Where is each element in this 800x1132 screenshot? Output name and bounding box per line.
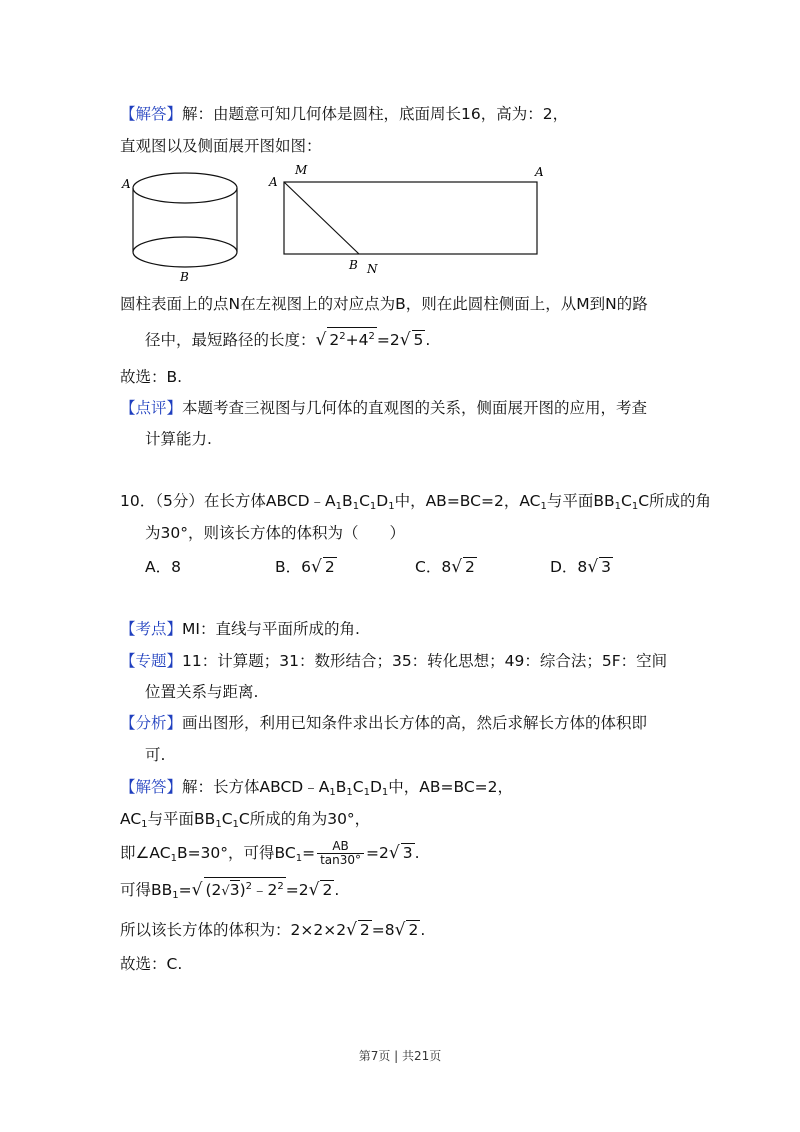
option-b: B．6√ 2	[275, 557, 335, 577]
jieda-line1: 【解答】解：长方体$ABCD﹣A_1B_1C_1D_1$中，AB=BC=2，	[120, 778, 514, 798]
rect-label-a-left: A	[269, 175, 278, 189]
lateral-unfold-figure	[265, 160, 565, 280]
cylinder-label-a: A	[122, 177, 131, 191]
comment-line2: 计算能力.	[145, 430, 212, 448]
jieda-answer: 故选：C.	[120, 955, 183, 973]
jieda-line5: 所以该长方体的体积为：2×2×2√ 2 =8√ 2 .	[120, 920, 426, 940]
rect-label-m: M	[295, 163, 308, 177]
cylinder-figure	[120, 162, 250, 287]
zhuanti-line2: 位置关系与距离.	[145, 683, 259, 701]
option-a: A．8	[145, 558, 181, 576]
q10-stem-line1: 10．（5分）在长方体$ABCD﹣A_1B_1C_1D_1$中，AB=BC=2，$AC_1$与平面$BB_1C_1C$所成的角	[120, 492, 712, 512]
rect-label-a-right: A	[535, 165, 544, 179]
jieda-line2: $AC_1$与平面$BB_1C_1C$所成的角为30°，	[120, 810, 371, 830]
q10-stem-line2: 为30°，则该长方体的体积为（ ）	[145, 524, 405, 542]
kaodian-tag: 【考点】	[120, 620, 183, 638]
jieda-tag: 【解答】	[120, 778, 183, 796]
fenxi-line2: 可.	[145, 746, 166, 764]
fraction-ab-tan30: $\frac{AB}{\tan 30^\circ}$	[317, 840, 364, 867]
rect-label-n: N	[367, 262, 378, 276]
sol9-answer: 故选：B.	[120, 368, 183, 386]
zhuanti-line1: 【专题】11：计算题；31：数形结合；35：转化思想；49：综合法；5F：空间	[120, 652, 668, 670]
cylinder-label-b: B	[180, 270, 189, 284]
sol9-line4: 径中，最短路径的长度：√ $2^2+4^2 =2√$ 5 .	[145, 327, 430, 351]
jieda-line3: 即$\angle AC_1B=30^\circ$，可得$BC_1=$ $\frac{AB}{\tan 30^\circ}$ =2√ 3 .	[120, 839, 420, 867]
answer-tag: 【解答】	[120, 105, 183, 123]
fenxi-line1: 【分析】画出图形，利用已知条件求出长方体的高，然后求解长方体的体积即	[120, 714, 648, 732]
fenxi-tag: 【分析】	[120, 714, 183, 732]
rect-label-b: B	[349, 258, 358, 272]
comment-tag: 【点评】	[120, 399, 183, 417]
sol9-line1: 【解答】解：由题意可知几何体是圆柱，底面周长16，高为：2，	[120, 105, 569, 123]
zhuanti-tag: 【专题】	[120, 652, 183, 670]
option-d: D．8√ 3	[550, 557, 612, 577]
jieda-line4: 可得$BB_1=√$ $(2√3)^2﹣2^2 =2√$ 2 .	[120, 877, 339, 907]
page-footer: 第7页 | 共21页	[358, 1049, 442, 1063]
kaodian-line: 【考点】MI：直线与平面所成的角.	[120, 620, 360, 638]
option-c: C．8√ 2	[415, 557, 475, 577]
sol9-line2: 直观图以及侧面展开图如图：	[120, 137, 322, 155]
sol9-line3: 圆柱表面上的点N在左视图上的对应点为B，则在此圆柱侧面上，从M到N的路	[120, 295, 648, 313]
comment-line1: 【点评】本题考查三视图与几何体的直观图的关系，侧面展开图的应用，考查	[120, 399, 648, 417]
